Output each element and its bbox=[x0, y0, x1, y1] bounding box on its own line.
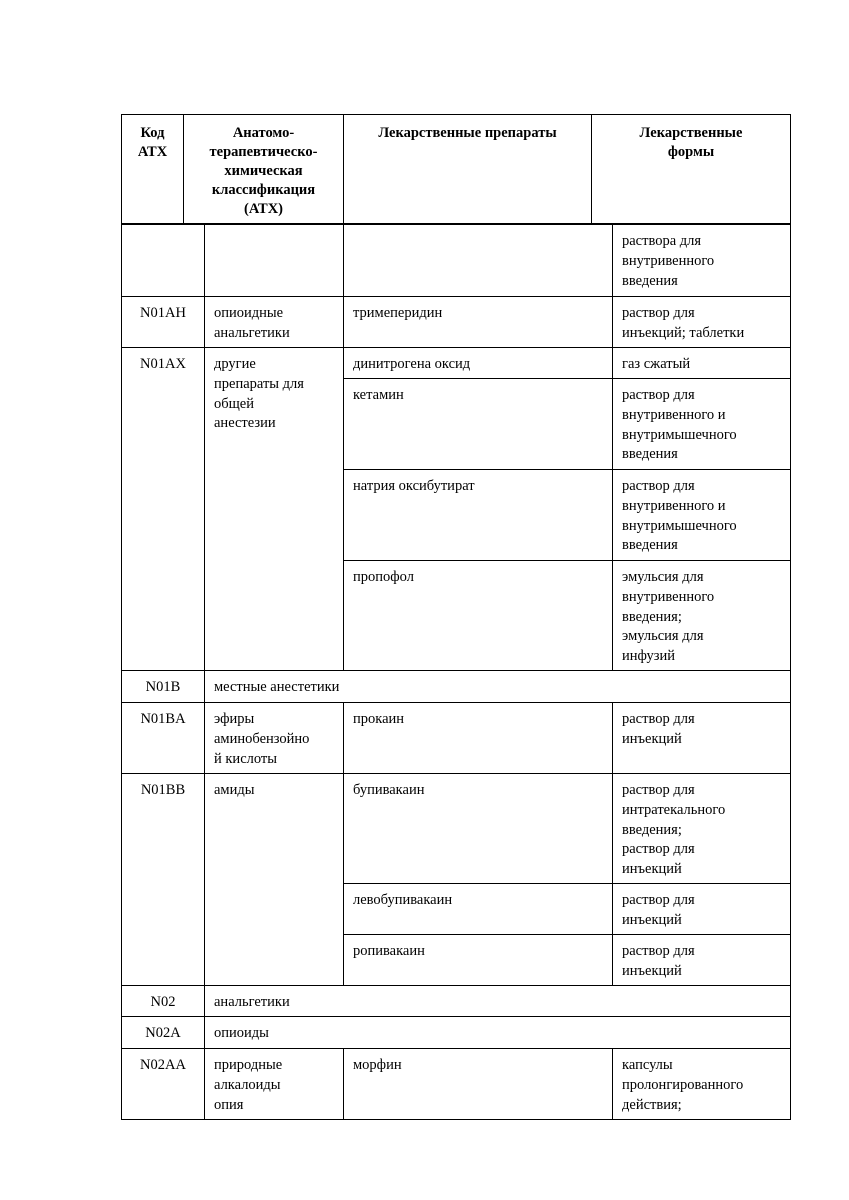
atc-cell: анальгетики bbox=[205, 986, 791, 1017]
form-text: раствор для bbox=[622, 711, 695, 727]
form-text: инъекций bbox=[622, 911, 682, 928]
header-text: химическая bbox=[224, 163, 303, 179]
atc-text: природные bbox=[214, 1057, 283, 1073]
form-text: эмульсия для bbox=[622, 569, 704, 585]
code-cell: N01AH bbox=[122, 297, 205, 348]
atc-text: опиоидные bbox=[214, 305, 284, 321]
atc-cell bbox=[205, 225, 344, 297]
header-cell-atc bbox=[184, 115, 344, 224]
table-row bbox=[122, 986, 791, 1017]
form-text: эмульсия для bbox=[622, 628, 704, 645]
form-text: введения; bbox=[622, 821, 682, 838]
drug-cell: бупивакаин bbox=[344, 774, 613, 884]
header-text: классификация bbox=[211, 182, 316, 198]
drug-cell: пропофол bbox=[344, 561, 613, 671]
header-text: Анатомо- bbox=[232, 125, 295, 141]
form-text: раствор для bbox=[622, 841, 695, 858]
header-text: АТХ bbox=[137, 144, 168, 160]
table-row bbox=[122, 297, 791, 348]
atc-cell bbox=[205, 774, 344, 986]
atc-text: эфиры bbox=[214, 711, 255, 727]
atc-text: препараты для bbox=[214, 375, 304, 392]
atc-text: опия bbox=[214, 1096, 244, 1113]
table-row bbox=[122, 225, 791, 297]
atc-text: аминобензойно bbox=[214, 730, 310, 747]
code-cell: N02A bbox=[122, 1017, 205, 1049]
header-cell-forms bbox=[592, 115, 791, 224]
atc-text: общей bbox=[214, 395, 254, 412]
drug-cell: натрия оксибутират bbox=[344, 470, 613, 561]
table-row bbox=[122, 703, 791, 774]
atc-cell bbox=[205, 1049, 344, 1120]
form-text: внутривенного bbox=[622, 588, 715, 605]
header-text: (АТХ) bbox=[244, 201, 283, 217]
code-cell: N01BA bbox=[122, 703, 205, 774]
header-text: Код bbox=[140, 125, 165, 141]
form-cell bbox=[613, 561, 791, 671]
form-text: введения bbox=[622, 446, 678, 463]
form-cell bbox=[613, 1049, 791, 1120]
code-cell: N01BB bbox=[122, 774, 205, 986]
form-cell bbox=[613, 297, 791, 348]
drug-cell bbox=[344, 225, 613, 297]
table-row bbox=[122, 348, 791, 379]
table-row bbox=[122, 774, 791, 884]
table-body bbox=[121, 224, 791, 1120]
code-cell: N01AX bbox=[122, 348, 205, 671]
form-cell bbox=[613, 935, 791, 986]
table-header bbox=[121, 114, 791, 224]
drug-cell: кетамин bbox=[344, 379, 613, 470]
form-text: инъекций; таблетки bbox=[622, 324, 745, 341]
header-text: Лекарственные препараты bbox=[378, 125, 557, 141]
form-text: пролонгированного bbox=[622, 1076, 744, 1093]
drug-cell: левобупивакаин bbox=[344, 884, 613, 935]
header-cell-drugs bbox=[344, 115, 592, 224]
form-text: введения; bbox=[622, 608, 682, 625]
form-text: внутривенного и bbox=[622, 406, 726, 423]
form-text: раствор для bbox=[622, 387, 695, 403]
form-text: инъекций bbox=[622, 861, 682, 878]
code-cell: N01B bbox=[122, 671, 205, 703]
atc-cell bbox=[205, 297, 344, 348]
form-text: раствор для bbox=[622, 892, 695, 908]
form-text: раствор для bbox=[622, 478, 695, 494]
atc-text: анестезии bbox=[214, 415, 276, 432]
drug-cell: динитрогена оксид bbox=[344, 348, 613, 379]
header-text: Лекарственные bbox=[639, 125, 743, 141]
atc-text: й кислоты bbox=[214, 750, 277, 767]
header-text: терапевтическо- bbox=[209, 144, 318, 160]
form-cell bbox=[613, 225, 791, 297]
form-text: раствора для bbox=[622, 233, 702, 249]
code-cell: N02 bbox=[122, 986, 205, 1017]
form-cell bbox=[613, 884, 791, 935]
form-cell bbox=[613, 348, 791, 379]
atc-cell bbox=[205, 348, 344, 671]
form-text: инфузий bbox=[622, 648, 676, 665]
atc-cell: местные анестетики bbox=[205, 671, 791, 703]
table-row bbox=[122, 671, 791, 703]
drug-cell: морфин bbox=[344, 1049, 613, 1120]
form-text: инъекций bbox=[622, 730, 682, 747]
form-text: действия; bbox=[622, 1096, 682, 1113]
form-text: введения bbox=[622, 537, 678, 554]
header-row bbox=[122, 115, 791, 224]
atc-cell bbox=[205, 703, 344, 774]
drug-cell: тримеперидин bbox=[344, 297, 613, 348]
atc-text: алкалоиды bbox=[214, 1076, 281, 1093]
form-text: внутривенного bbox=[622, 252, 715, 269]
table-row bbox=[122, 1049, 791, 1120]
table-row bbox=[122, 1017, 791, 1049]
atc-text: анальгетики bbox=[214, 324, 290, 341]
atc-text: другие bbox=[214, 356, 256, 372]
form-cell bbox=[613, 379, 791, 470]
form-cell bbox=[613, 774, 791, 884]
header-cell-code bbox=[122, 115, 184, 224]
form-text: интратекального bbox=[622, 801, 726, 818]
form-text: внутривенного и bbox=[622, 497, 726, 514]
form-text: внутримышечного bbox=[622, 517, 737, 534]
code-cell: N02AA bbox=[122, 1049, 205, 1120]
drug-cell: ропивакаин bbox=[344, 935, 613, 986]
form-text: введения bbox=[622, 272, 678, 289]
code-cell bbox=[122, 225, 205, 297]
form-text: внутримышечного bbox=[622, 426, 737, 443]
atc-cell: опиоиды bbox=[205, 1017, 791, 1049]
header-text: формы bbox=[667, 144, 715, 160]
form-text: раствор для bbox=[622, 305, 695, 321]
form-text: газ сжатый bbox=[622, 356, 691, 372]
form-cell bbox=[613, 703, 791, 774]
form-text: инъекций bbox=[622, 962, 682, 979]
form-cell bbox=[613, 470, 791, 561]
form-text: раствор для bbox=[622, 943, 695, 959]
form-text: капсулы bbox=[622, 1057, 673, 1073]
form-text: раствор для bbox=[622, 782, 695, 798]
atc-text: амиды bbox=[214, 782, 255, 798]
drug-cell: прокаин bbox=[344, 703, 613, 774]
